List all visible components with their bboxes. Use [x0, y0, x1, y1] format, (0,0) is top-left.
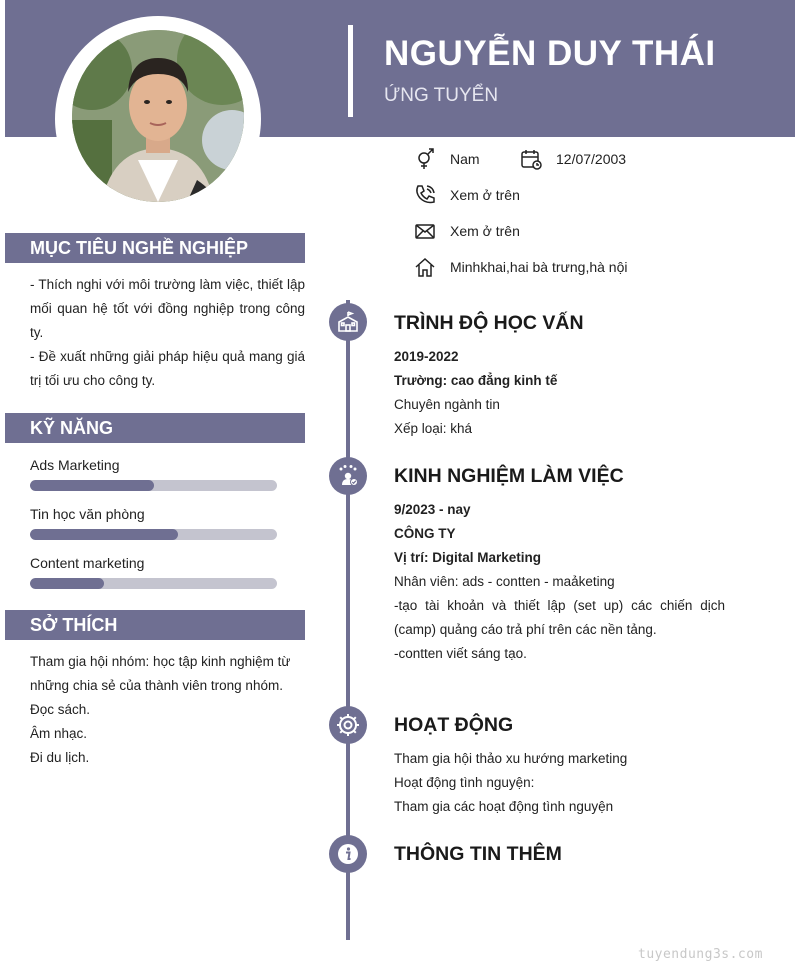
activities-details [394, 747, 725, 819]
additional-heading: THÔNG TIN THÊM [394, 843, 562, 865]
skill-label: Content marketing [30, 555, 145, 571]
home-icon [414, 256, 436, 278]
phone-text: Xem ở trên [450, 187, 520, 203]
watermark: tuyendung3s.com [638, 947, 763, 962]
birthdate-text: 12/07/2003 [556, 151, 627, 167]
contact-phone [414, 184, 520, 206]
team-star-icon [329, 457, 367, 495]
calendar-icon [520, 148, 542, 170]
candidate-role: ỨNG TUYỂN [384, 85, 499, 106]
skill-bar-fill [30, 529, 178, 540]
experience-heading: KINH NGHIỆM LÀM VIỆC [394, 465, 624, 487]
education-major: Chuyên ngành tin [394, 397, 500, 412]
education-school: Trường: cao đẳng kinh tế [394, 373, 558, 388]
candidate-name: NGUYỄN DUY THÁI [384, 34, 716, 73]
address-text: Minhkhai,hai bà trưng,hà nội [450, 259, 628, 275]
info-icon [329, 835, 367, 873]
hobbies-text [30, 650, 305, 770]
experience-position: Vị trí: Digital Marketing [394, 550, 542, 565]
objective-line: - Đề xuất những giải pháp hiệu quả mang giá trị tối ưu cho công ty. [30, 349, 305, 388]
phone-icon [414, 184, 436, 206]
contact-address [414, 256, 627, 278]
experience-company: CÔNG TY [394, 526, 456, 541]
activity-line: Hoạt động tình nguyện: [394, 775, 535, 790]
objective-line: - Thích nghi với môi trường làm việc, thiết lập mối quan hệ tốt với đồng nghiệp trong công ty. [30, 277, 305, 340]
objective-text [30, 273, 305, 393]
hobby-line: Tham gia hội nhóm: học tập kinh nghiệm từ những chia sẻ của thành viên trong nhóm. [30, 654, 291, 693]
skill-label: Ads Marketing [30, 457, 120, 473]
skill-bar-fill [30, 578, 104, 589]
contact-birthdate [520, 148, 626, 170]
education-details [394, 345, 725, 441]
email-text: Xem ở trên [450, 223, 520, 239]
activity-line: Tham gia hội thảo xu hướng marketing [394, 751, 628, 766]
gender-text: Nam [450, 151, 480, 167]
objective-heading: MỤC TIÊU NGHỀ NGHIỆP [5, 233, 305, 263]
education-grade: Xếp loại: khá [394, 421, 473, 436]
contact-email [414, 220, 520, 242]
experience-period: 9/2023 - nay [394, 502, 471, 517]
skill-label: Tin học văn phòng [30, 506, 145, 522]
activity-line: Tham gia các hoạt động tình nguyện [394, 799, 614, 814]
hobby-line: Đi du lịch. [30, 750, 90, 765]
gear-icon [329, 706, 367, 744]
experience-line: Nhân viên: ads - contten - maảketing [394, 574, 615, 589]
skills-heading: KỸ NĂNG [5, 413, 305, 443]
school-icon [329, 303, 367, 341]
skill-bar [30, 529, 277, 540]
hobbies-heading: SỞ THÍCH [5, 610, 305, 640]
hobby-line: Đọc sách. [30, 702, 91, 717]
header-divider [348, 25, 353, 117]
education-period: 2019-2022 [394, 349, 459, 364]
experience-details [394, 498, 725, 666]
gender-icon [414, 148, 436, 170]
activities-heading: HOẠT ĐỘNG [394, 714, 514, 736]
mail-icon [414, 220, 436, 242]
contact-gender [414, 148, 480, 170]
skill-bar [30, 480, 277, 491]
skill-bar-fill [30, 480, 154, 491]
hobby-line: Âm nhạc. [30, 726, 88, 741]
experience-line: -contten viết sáng tạo. [394, 646, 527, 661]
experience-line: -tạo tài khoản và thiết lập (set up) các chiến dịch (camp) quảng cáo trả phí trên các nền tảng. [394, 598, 725, 637]
avatar [72, 30, 244, 202]
skill-bar [30, 578, 277, 589]
education-heading: TRÌNH ĐỘ HỌC VẤN [394, 312, 584, 334]
